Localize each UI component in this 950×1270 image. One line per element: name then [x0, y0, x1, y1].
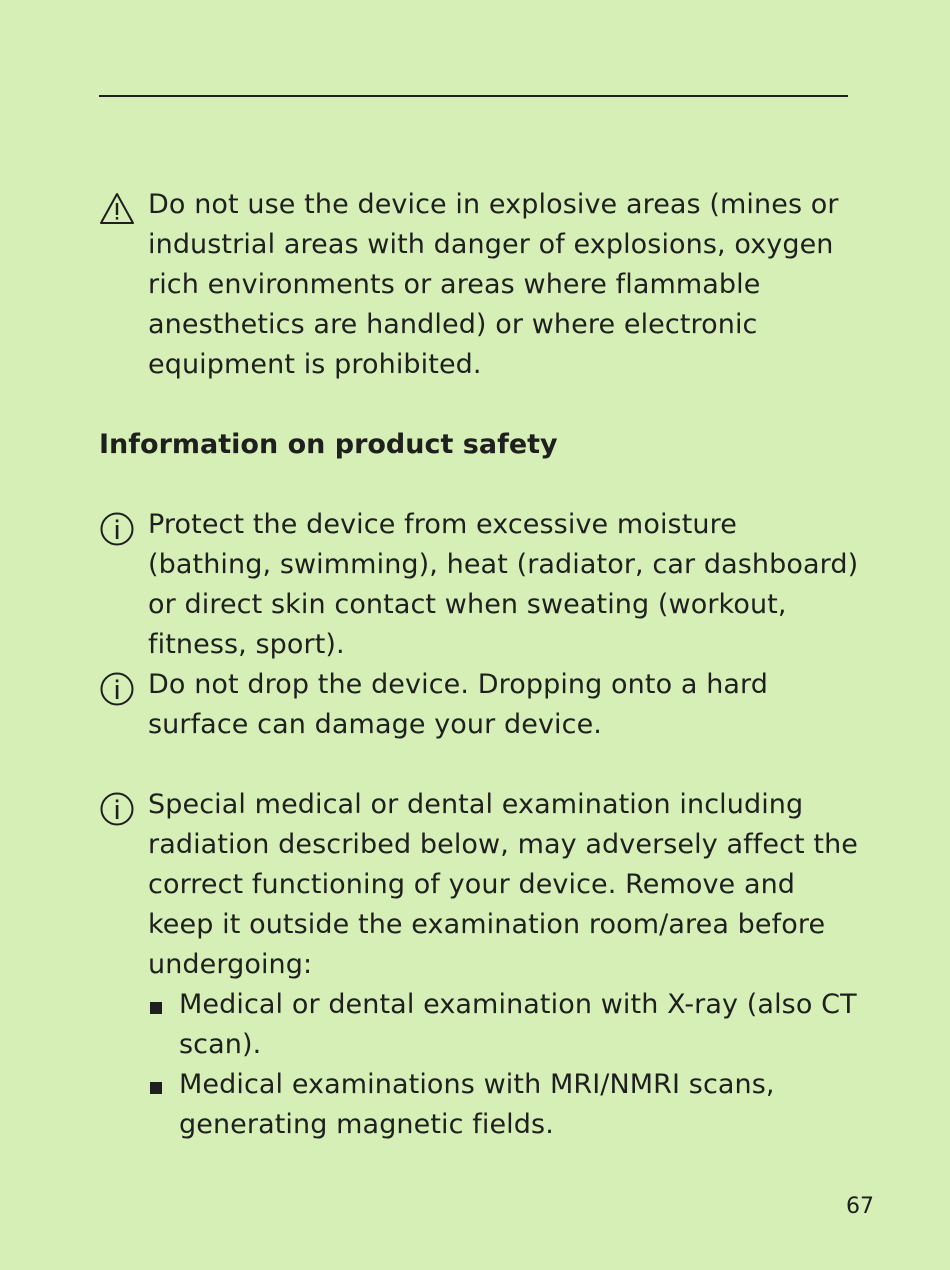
info-text: Special medical or dental examination including radiation described below, may adversely affect the correct functioning of your device. Remove and keep it outside the examination room/area before undergoing:	[148, 789, 858, 980]
info-item	[99, 505, 859, 665]
section-heading: Information on product safety	[99, 429, 558, 460]
section-heading-block	[99, 425, 859, 465]
bullet-list	[148, 985, 859, 1145]
info-text: Protect the device from excessive moisture (bathing, swimming), heat (radiator, car dashboard) or direct skin contact when sweating (workout, fitness, sport).	[148, 509, 859, 660]
info-item	[99, 785, 859, 1145]
info-circle-icon	[99, 791, 135, 827]
warning-text: Do not use the device in explosive areas (mines or industrial areas with danger of explosions, oxygen rich environments or areas where flammable anesthetics are handled) or where electronic equipment is prohibited.	[148, 189, 839, 380]
info-item	[99, 665, 859, 745]
info-paragraph	[99, 505, 859, 665]
bullet-square-icon	[150, 1002, 162, 1014]
warning-block	[99, 185, 859, 385]
page-number: 67	[846, 1194, 874, 1219]
info-paragraph	[99, 665, 859, 745]
info-circle-icon	[99, 511, 135, 547]
bullet-text: Medical or dental examination with X-ray (also CT scan).	[179, 989, 857, 1060]
list-item	[148, 985, 859, 1065]
bullet-square-icon	[150, 1082, 162, 1094]
info-paragraph	[99, 785, 859, 1145]
info-text: Do not drop the device. Dropping onto a hard surface can damage your device.	[148, 669, 769, 740]
bullet-text: Medical examinations with MRI/NMRI scans, generating magnetic fields.	[179, 1069, 775, 1140]
list-item	[148, 1065, 859, 1145]
top-rule	[99, 95, 848, 97]
warning-triangle-icon	[99, 191, 135, 227]
info-circle-icon	[99, 671, 135, 707]
warning-paragraph	[99, 185, 859, 385]
